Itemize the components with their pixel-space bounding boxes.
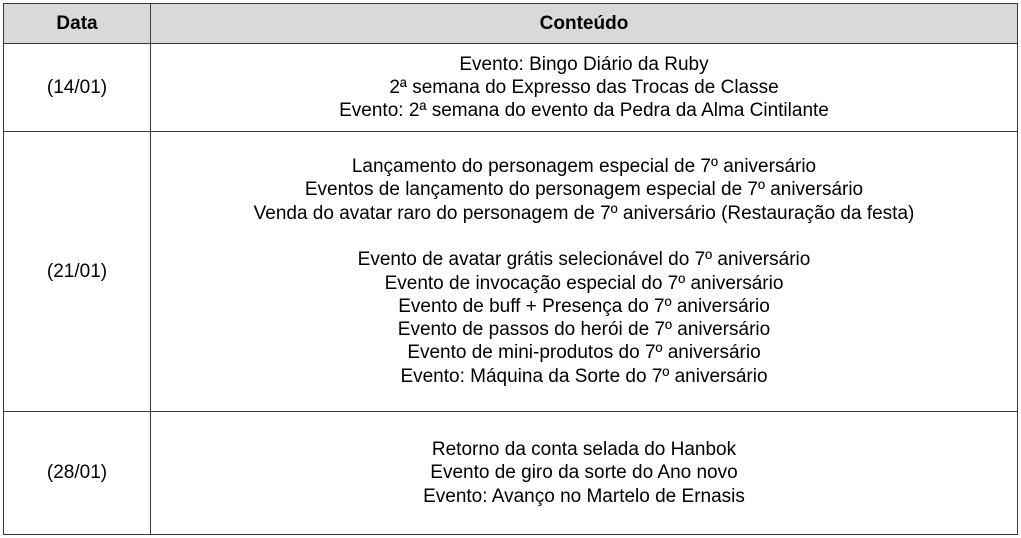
header-content: Conteúdo <box>151 4 1018 44</box>
header-date: Data <box>4 4 151 44</box>
content-line: Evento de giro da sorte do Ano novo <box>430 462 738 484</box>
content-cell <box>151 44 1018 132</box>
content-line: Venda do avatar raro do personagem de 7º aniversário (Restauração da festa) <box>253 202 915 224</box>
content-line: Retorno da conta selada do Hanbok <box>431 439 737 461</box>
content-cell <box>151 132 1018 412</box>
content-line: Evento de passos do herói de 7º aniversário <box>397 319 771 341</box>
date-cell: (28/01) <box>4 412 151 535</box>
date-cell: (14/01) <box>4 44 151 132</box>
content-line: Evento: Avanço no Martelo de Ernasis <box>423 485 745 507</box>
content-line: Evento de buff + Presença do 7º aniversário <box>398 295 770 317</box>
table-row <box>4 412 1018 535</box>
blank-line <box>151 225 1017 248</box>
schedule-table <box>3 3 1018 535</box>
content-line: Evento de invocação especial do 7º aniversário <box>384 272 784 294</box>
date-cell: (21/01) <box>4 132 151 412</box>
content-line: Lançamento do personagem especial de 7º aniversário <box>351 156 817 178</box>
content-line: Evento de mini-produtos do 7º aniversário <box>407 342 761 364</box>
content-line: Evento: 2ª semana do evento da Pedra da Alma Cintilante <box>339 100 829 122</box>
table-row <box>4 132 1018 412</box>
content-line: Evento: Bingo Diário da Ruby <box>459 53 709 75</box>
content-line: Evento: Máquina da Sorte do 7º aniversário <box>400 365 768 387</box>
content-line: 2ª semana do Expresso das Trocas de Classe <box>389 76 779 98</box>
content-line: Evento de avatar grátis selecionável do 7º aniversário <box>357 249 811 271</box>
header-row <box>4 4 1018 44</box>
content-line: Eventos de lançamento do personagem especial de 7º aniversário <box>304 179 864 201</box>
table-row <box>4 44 1018 132</box>
content-cell <box>151 412 1018 535</box>
